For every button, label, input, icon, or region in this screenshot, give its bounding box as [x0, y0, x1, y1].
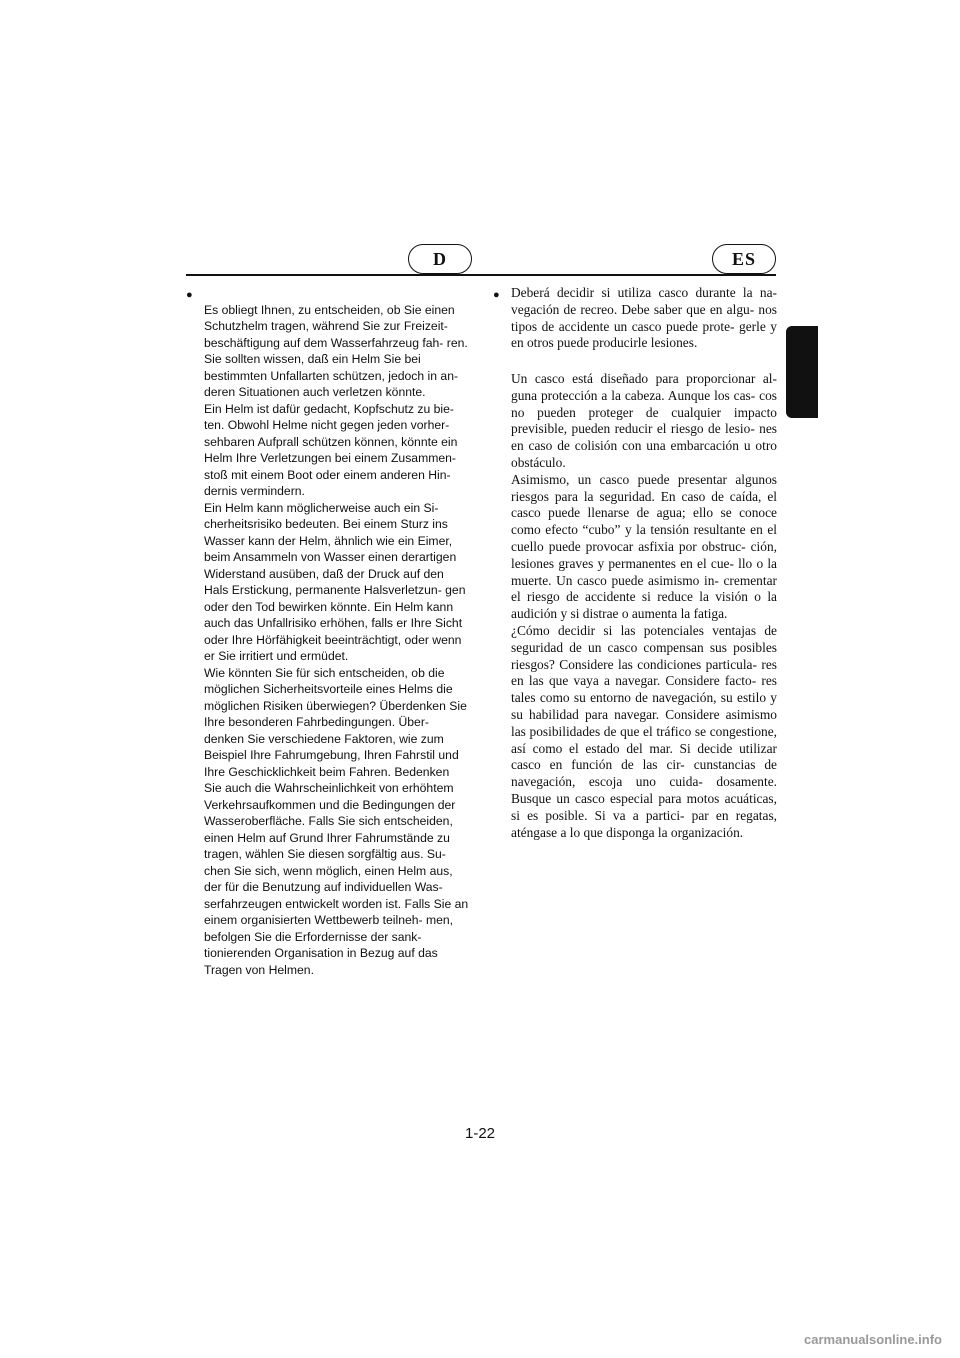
language-badge-spanish [712, 244, 776, 274]
section-thumb-tab [786, 326, 818, 418]
spanish-text-1: Deberá decidir si utiliza casco durante la na- vegación de recreo. Debe saber que en algu- nos tipos de accidente un casco puede prote- gerle y en otros puede producirle lesiones. [511, 285, 777, 351]
spanish-paragraph-2 [493, 354, 777, 841]
spanish-text-2: Un casco está diseñado para proporcionar al- guna protección a la cabeza. Aunque los cas- cos no pueden proteger de cualquier impacto previsible, pueden reducir el riesgo de lesio- nes en caso de colisión con una embarcación u otro obstáculo. Asimismo, un casco puede presentar algunos riesgos para la seguridad. En caso de caída, el casco puede llenarse de agua; ello se conoce como efecto “cubo” y la tensión resultante en el cuello puede provocar asfixia por obstruc- ción, lesiones graves y permanentes en el cue- llo o la muerte. Un casco puede asimismo in- crementar el riesgo de accidente si reduce la visión o la audición y si distrae o aumenta la fatiga. ¿Cómo decidir si las potenciales ventajas de seguridad de un casco compensan sus posibles riesgos? Considere las condiciones particula- res en las que vaya a navegar. Considere facto- res tales como su entorno de navegación, su estilo y su habilidad para navegar. Considere asimismo las posibilidades de que el tráfico se congestione, así como el estado del mar. Si decide utilizar casco en función de las cir- cunstancias de navegación, escoja uno cuida- dosamente. Busque un casco especial para motos acuáticas, si es posible. Si va a partici- par en regatas, aténgase a lo que disponga la organización. [511, 370, 777, 840]
german-text: Es obliegt Ihnen, zu entscheiden, ob Sie einen Schutzhelm tragen, während Sie zur Freizeit- beschäftigung auf dem Wasserfahrzeug fah- ren. Sie sollten wissen, daß ein Helm Sie bei bestimmten Unfallarten schützen, jedoch in an- deren Situationen auch verletzen könnte. Ein Helm ist dafür gedacht, Kopfschutz zu bie- ten. Obwohl Helme nicht gegen jeden vorher- sehbaren Aufprall schützen können, könnte ein Helm Ihre Verletzungen bei einem Zusammen- stoß mit einem Boot oder einem anderen Hin- dernis vermindern. Ein Helm kann möglicherweise auch ein Si- cherheitsrisiko bedeuten. Bei einem Sturz ins Wasser kann der Helm, ähnlich wie ein Eimer, beim Ansammeln von Wasser einen derartigen Widerstand ausüben, daß der Druck auf den Hals Erstickung, permanente Halsverletzun- gen oder den Tod bewirken könnte. Ein Helm kann auch das Unfallrisiko erhöhen, falls er Ihre Sicht oder Ihre Hörfähigkeit beeinträchtigt, oder wenn er Sie irritiert und ermüdet. Wie könnten Sie für sich entscheiden, ob die möglichen Sicherheitsvorteile eines Helms die möglichen Risiken überwiegen? Überdenken Sie Ihre besonderen Fahrbedingungen. Über- denken Sie verschiedene Faktoren, wie zum Beispiel Ihre Fahrumgebung, Ihren Fahrstil und Ihre Geschicklichkeit beim Fahren. Bedenken Sie auch die Wahrscheinlichkeit von erhöhtem Verkehrsaufkommen und die Bedingungen der Wasseroberfläche. Falls Sie sich entscheiden, einen Helm auf Grund Ihrer Fahrumstände zu tragen, wählen Sie diesen sorgfältig aus. Su- chen Sie sich, wenn möglich, einen Helm aus, der für die Benutzung auf individuellen Was- serfahrzeugen entwickelt worden ist. Falls Sie an einem organisierten Wettbewerb teilneh- men, befolgen Sie die Erfordernisse der sank- tionierenden Organisation in Bezug auf das Tragen von Helmen. [204, 302, 469, 977]
spanish-column [493, 285, 777, 841]
spanish-paragraph-1 [493, 285, 777, 352]
language-badge-spanish-label: ES [731, 248, 757, 269]
german-column [186, 285, 470, 978]
spanish-bullet-icon: ● [493, 289, 500, 301]
german-paragraph [186, 285, 470, 978]
header-rule [186, 274, 776, 276]
watermark: carmanualsonline.info [804, 1332, 942, 1347]
german-bullet-icon: ● [186, 289, 193, 301]
language-badge-german [408, 244, 472, 274]
language-badge-german-label: D [433, 248, 447, 269]
page-number: 1-22 [464, 1125, 496, 1142]
